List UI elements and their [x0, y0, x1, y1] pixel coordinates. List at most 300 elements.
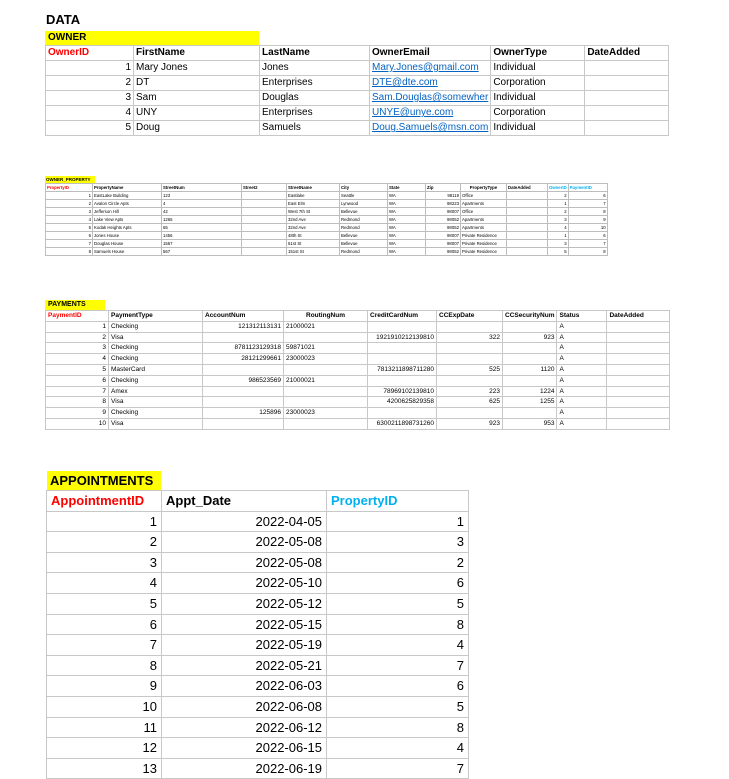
table-cell: [607, 408, 670, 419]
table-cell: A: [557, 321, 607, 332]
table-cell: West 7th St: [287, 208, 340, 216]
table-cell: [242, 208, 287, 216]
table-cell: 4: [46, 354, 109, 365]
table-cell: [242, 192, 287, 200]
table-cell: 23000023: [284, 408, 368, 419]
table-cell: [507, 192, 548, 200]
table-cell: [242, 216, 287, 224]
column-header: RoutingNum: [284, 311, 368, 322]
table-cell: [242, 248, 287, 256]
table-cell: 2022-06-12: [162, 717, 327, 738]
table-row: [47, 511, 469, 532]
column-header: CCSecurityNum: [503, 311, 557, 322]
table-cell: [503, 408, 557, 419]
table-cell: 1456: [162, 232, 242, 240]
column-header: OwnerID: [549, 185, 567, 190]
table-row: [46, 91, 669, 106]
table-cell: Individual: [491, 61, 585, 76]
table-cell: [242, 200, 287, 208]
owner-section-title: OWNER: [45, 31, 259, 45]
table-cell: 10: [47, 696, 162, 717]
table-cell: 6: [47, 614, 162, 635]
table-cell: 5: [46, 121, 134, 136]
owner-property-table: [45, 183, 608, 256]
table-cell: Office: [461, 192, 507, 200]
table-cell: 5: [327, 593, 469, 614]
table-cell: 3: [548, 216, 569, 224]
table-cell: 23000023: [284, 354, 368, 365]
table-cell: [607, 375, 670, 386]
table-row: [47, 655, 469, 676]
table-cell: [284, 332, 368, 343]
table-cell: Checking: [109, 354, 203, 365]
table-cell: 65: [162, 224, 242, 232]
table-cell: [203, 386, 284, 397]
table-row: [47, 676, 469, 697]
column-header: AppointmentID: [47, 491, 162, 512]
table-cell: Doug: [134, 121, 260, 136]
table-cell: 8: [568, 208, 607, 216]
table-row: [46, 418, 670, 429]
column-header: StreetNum: [162, 184, 242, 192]
table-cell: 7: [327, 655, 469, 676]
table-cell: 59871021: [284, 343, 368, 354]
column-header: FirstName: [134, 46, 260, 61]
table-cell: 1: [47, 511, 162, 532]
table-cell: 7: [568, 200, 607, 208]
table-cell: 2022-06-08: [162, 696, 327, 717]
table-row: [46, 61, 669, 76]
table-cell: 2022-05-19: [162, 635, 327, 656]
table-row: [46, 321, 670, 332]
sheet-title: DATA: [46, 12, 81, 27]
table-cell: [503, 343, 557, 354]
table-cell: 3: [46, 91, 134, 106]
table-row: [46, 192, 608, 200]
table-cell: 51st St: [287, 240, 340, 248]
table-cell: 32nd Ave: [287, 224, 340, 232]
table-cell: Jones House: [93, 232, 162, 240]
table-cell: A: [557, 418, 607, 429]
column-header: LastName: [260, 46, 370, 61]
table-cell: [585, 91, 669, 106]
table-row: [47, 573, 469, 594]
table-cell: 6300211898731260: [368, 418, 437, 429]
table-cell: 5: [46, 364, 109, 375]
table-cell[interactable]: Mary.Jones@gmail.com: [370, 61, 491, 76]
table-cell: 1: [548, 200, 569, 208]
table-row: [46, 397, 670, 408]
header-row: [47, 491, 469, 512]
table-cell: 6: [46, 375, 109, 386]
table-cell: 2: [47, 532, 162, 553]
table-cell: WA: [388, 232, 426, 240]
table-cell: [203, 332, 284, 343]
table-cell: 98119: [426, 192, 461, 200]
table-cell: A: [557, 343, 607, 354]
table-cell: [607, 332, 670, 343]
table-cell: [284, 364, 368, 375]
column-header: OwnerType: [491, 46, 585, 61]
table-row: [46, 121, 669, 136]
table-cell: Mary Jones: [134, 61, 260, 76]
table-row: [46, 386, 670, 397]
table-row: [46, 364, 670, 375]
table-cell: 2022-05-10: [162, 573, 327, 594]
table-cell[interactable]: DTE@dte.com: [370, 76, 491, 91]
column-header: City: [340, 184, 388, 192]
table-cell: [507, 232, 548, 240]
column-header: PropertyID: [46, 184, 93, 192]
table-cell: 8: [47, 655, 162, 676]
table-row: [46, 232, 608, 240]
table-cell: [437, 375, 503, 386]
table-cell: UNY: [134, 106, 260, 121]
owner-table: [45, 45, 669, 136]
table-cell[interactable]: Sam.Douglas@somewher: [370, 91, 491, 106]
column-header: DateAdded: [607, 311, 670, 322]
table-cell: [585, 106, 669, 121]
table-row: [46, 354, 670, 365]
table-cell: Visa: [109, 418, 203, 429]
column-header: PropertyName: [93, 184, 162, 192]
table-cell: [368, 321, 437, 332]
table-row: [47, 532, 469, 553]
table-row: [46, 343, 670, 354]
table-cell: [607, 397, 670, 408]
table-cell: 6: [46, 232, 93, 240]
table-cell: 6: [568, 232, 607, 240]
table-cell: 1: [46, 61, 134, 76]
table-cell: Private Residence: [461, 240, 507, 248]
table-cell: 625: [437, 397, 503, 408]
table-row: [46, 248, 608, 256]
table-cell: 2022-06-15: [162, 738, 327, 759]
table-cell: Enterprises: [260, 76, 370, 91]
table-cell: 525: [437, 364, 503, 375]
column-header: PropertyID: [327, 491, 469, 512]
table-cell: 9: [47, 676, 162, 697]
table-cell: [368, 354, 437, 365]
table-cell: Kodak Heights Apts: [93, 224, 162, 232]
table-cell: A: [557, 332, 607, 343]
table-cell: [284, 386, 368, 397]
table-cell: Apartments: [461, 200, 507, 208]
table-row: [46, 332, 670, 343]
table-cell: 567: [162, 248, 242, 256]
table-cell: [585, 61, 669, 76]
table-cell: [368, 375, 437, 386]
column-header: Appt_Date: [162, 491, 327, 512]
table-cell: [507, 208, 548, 216]
table-cell: [607, 418, 670, 429]
column-header: Zip: [426, 184, 461, 192]
table-cell: 2: [46, 332, 109, 343]
table-cell: 2: [548, 192, 569, 200]
table-cell: 1: [327, 511, 469, 532]
table-cell: 6: [568, 192, 607, 200]
table-cell: 4: [47, 573, 162, 594]
table-cell: 28121299661: [203, 354, 284, 365]
table-cell: Jefferson Hill: [93, 208, 162, 216]
table-cell: Checking: [109, 375, 203, 386]
table-cell: 4: [162, 200, 242, 208]
table-cell: Lynwood: [340, 200, 388, 208]
column-header: DateAdded: [585, 46, 669, 61]
table-cell: [503, 354, 557, 365]
table-cell: 4200625829358: [368, 397, 437, 408]
table-cell: WA: [388, 192, 426, 200]
table-cell: Eastlake: [287, 192, 340, 200]
table-cell: [284, 397, 368, 408]
column-header: PropertyType: [461, 184, 507, 192]
table-cell: [437, 354, 503, 365]
table-cell: [368, 343, 437, 354]
table-cell: 7: [568, 240, 607, 248]
column-header: AccountNum: [203, 311, 284, 322]
table-cell: 4: [327, 738, 469, 759]
column-header: Street2: [242, 184, 287, 192]
table-cell: 2022-05-08: [162, 532, 327, 553]
table-cell: 2022-06-19: [162, 758, 327, 779]
table-cell: [607, 364, 670, 375]
table-cell: 4: [46, 216, 93, 224]
table-cell: 6: [327, 676, 469, 697]
table-cell: Private Residence: [461, 232, 507, 240]
table-cell: 7: [46, 386, 109, 397]
table-cell: Private Residence: [461, 248, 507, 256]
table-cell: 123: [162, 192, 242, 200]
header-row: [46, 184, 608, 192]
table-cell[interactable]: Doug.Samuels@msn.com: [370, 121, 491, 136]
table-cell: 98052: [426, 248, 461, 256]
table-cell: 6: [327, 573, 469, 594]
table-cell: [507, 240, 548, 248]
table-cell: [203, 364, 284, 375]
table-cell: 48th St: [287, 232, 340, 240]
table-cell: 12: [47, 738, 162, 759]
table-cell: [437, 343, 503, 354]
table-cell: 42: [162, 208, 242, 216]
table-cell: 21000021: [284, 375, 368, 386]
column-header: OwnerID: [46, 46, 134, 61]
table-cell: MasterCard: [109, 364, 203, 375]
table-cell: [203, 397, 284, 408]
table-cell: Samuels House: [93, 248, 162, 256]
table-cell: [437, 408, 503, 419]
table-cell: 98007: [426, 208, 461, 216]
table-cell: 8: [46, 397, 109, 408]
table-cell: 2: [548, 208, 569, 216]
table-cell: [607, 386, 670, 397]
table-cell: Office: [461, 208, 507, 216]
table-cell: Bellevue: [340, 208, 388, 216]
table-cell: A: [557, 364, 607, 375]
table-cell: 1921910212139810: [368, 332, 437, 343]
table-row: [46, 375, 670, 386]
table-cell: 4: [548, 224, 569, 232]
table-cell: [242, 224, 287, 232]
owner-property-section-title: OWNER_PROPERTY: [45, 176, 95, 183]
table-cell: [242, 240, 287, 248]
table-cell: 5: [47, 593, 162, 614]
table-cell: [503, 321, 557, 332]
table-row: [47, 552, 469, 573]
table-cell: [507, 248, 548, 256]
table-cell: Bellevue: [340, 232, 388, 240]
table-row: [47, 758, 469, 779]
table-row: [46, 224, 608, 232]
table-cell: 2022-05-15: [162, 614, 327, 635]
table-cell: [437, 321, 503, 332]
column-header: PaymentID: [568, 184, 607, 192]
table-cell: 13: [47, 758, 162, 779]
table-row: [47, 593, 469, 614]
column-header: CreditCardNum: [368, 311, 437, 322]
table-cell: Apartments: [461, 224, 507, 232]
table-cell: 1567: [162, 240, 242, 248]
table-cell: Douglas House: [93, 240, 162, 248]
table-cell: 1: [46, 192, 93, 200]
table-cell: [507, 216, 548, 224]
header-row: [46, 46, 669, 61]
table-cell: [368, 408, 437, 419]
table-cell: Visa: [109, 332, 203, 343]
table-cell[interactable]: UNYE@unye.com: [370, 106, 491, 121]
table-cell: 10: [568, 224, 607, 232]
table-cell: Corporation: [491, 76, 585, 91]
appointments-section-title: APPOINTMENTS: [47, 471, 161, 490]
table-cell: Bellevue: [340, 240, 388, 248]
table-cell: Lake View Apts: [93, 216, 162, 224]
table-cell: 8: [46, 248, 93, 256]
table-cell: 1265: [162, 216, 242, 224]
table-cell: 8781123129318: [203, 343, 284, 354]
table-cell: 2: [46, 200, 93, 208]
table-cell: 9: [46, 408, 109, 419]
table-cell: Individual: [491, 91, 585, 106]
table-cell: Samuels: [260, 121, 370, 136]
table-cell: 78969102139810: [368, 386, 437, 397]
table-cell: 5: [46, 224, 93, 232]
table-cell: WA: [388, 200, 426, 208]
table-cell: 9: [568, 216, 607, 224]
table-cell: 322: [437, 332, 503, 343]
table-cell: 7: [47, 635, 162, 656]
table-cell: 923: [503, 332, 557, 343]
table-cell: 3: [47, 552, 162, 573]
table-cell: 5: [327, 696, 469, 717]
table-cell: A: [557, 354, 607, 365]
table-cell: Enterprises: [260, 106, 370, 121]
table-cell: 923: [437, 418, 503, 429]
table-cell: 7: [327, 758, 469, 779]
column-header: PaymentType: [109, 311, 203, 322]
table-cell: 21000021: [284, 321, 368, 332]
table-cell: Apartments: [461, 216, 507, 224]
table-cell: East Elm: [287, 200, 340, 208]
table-cell: Checking: [109, 408, 203, 419]
column-header: DateAdded: [507, 184, 548, 192]
table-cell: 125896: [203, 408, 284, 419]
table-cell: 1224: [503, 386, 557, 397]
table-cell: 2022-06-03: [162, 676, 327, 697]
table-cell: Sam: [134, 91, 260, 106]
table-cell: [585, 121, 669, 136]
table-cell: [284, 418, 368, 429]
table-cell: Seattle: [340, 192, 388, 200]
table-cell: 2022-05-08: [162, 552, 327, 573]
table-cell: 151st St: [287, 248, 340, 256]
table-row: [47, 635, 469, 656]
table-cell: Redmond: [340, 224, 388, 232]
table-cell: [503, 375, 557, 386]
table-cell: 98052: [426, 224, 461, 232]
table-cell: 1: [46, 321, 109, 332]
table-cell: 1255: [503, 397, 557, 408]
table-cell: A: [557, 397, 607, 408]
table-cell: 7813211898711280: [368, 364, 437, 375]
column-header: State: [388, 184, 426, 192]
table-cell: 11: [47, 717, 162, 738]
table-cell: Redmond: [340, 216, 388, 224]
table-cell: 1: [548, 232, 569, 240]
table-cell: 3: [548, 240, 569, 248]
table-cell: Checking: [109, 343, 203, 354]
table-cell: [585, 76, 669, 91]
table-cell: 3: [46, 208, 93, 216]
table-row: [46, 200, 608, 208]
table-cell: [607, 354, 670, 365]
header-row: [46, 311, 670, 322]
table-cell: 223: [437, 386, 503, 397]
column-header: OwnerEmail: [370, 46, 491, 61]
table-cell: 5: [548, 248, 569, 256]
table-cell: 98007: [426, 240, 461, 248]
column-header: CCExpDate: [437, 311, 503, 322]
table-row: [46, 208, 608, 216]
table-cell: [242, 232, 287, 240]
appointments-table: [46, 490, 469, 779]
table-cell: 986523569: [203, 375, 284, 386]
table-cell: 4: [46, 106, 134, 121]
table-cell: Avalon Circle Apts: [93, 200, 162, 208]
table-cell: [607, 343, 670, 354]
table-cell: 8: [568, 248, 607, 256]
table-cell: 121312113131: [203, 321, 284, 332]
table-cell: Visa: [109, 397, 203, 408]
table-cell: 98052: [426, 216, 461, 224]
table-cell: Amex: [109, 386, 203, 397]
table-row: [47, 614, 469, 635]
table-cell: EastLake Building: [93, 192, 162, 200]
table-cell: 32nd Ave: [287, 216, 340, 224]
table-cell: [507, 200, 548, 208]
table-row: [46, 106, 669, 121]
table-cell: 3: [46, 343, 109, 354]
table-cell: WA: [388, 248, 426, 256]
table-cell: A: [557, 386, 607, 397]
column-header: PaymentID: [46, 311, 109, 322]
table-row: [46, 240, 608, 248]
table-cell: WA: [388, 216, 426, 224]
table-cell: 2022-04-05: [162, 511, 327, 532]
table-cell: 7: [46, 240, 93, 248]
table-row: [46, 408, 670, 419]
table-cell: Redmond: [340, 248, 388, 256]
table-cell: 953: [503, 418, 557, 429]
table-row: [46, 216, 608, 224]
